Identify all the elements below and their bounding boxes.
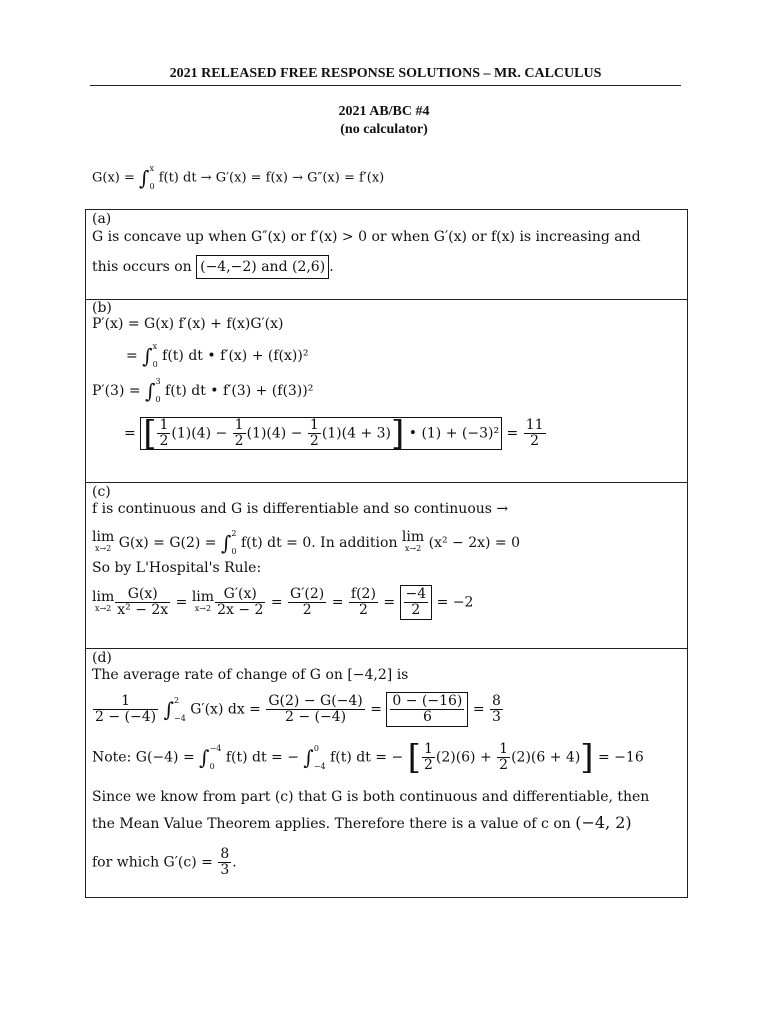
part-b-line3: P′(3) = ∫ 3 0 f(t) dt • f′(3) + (f(3))² <box>92 377 314 404</box>
part-b-boxed-expr: [ $\frac{1}{2}$ (1)(4) − $\frac{1}{2}$ (1)(4) − $\frac{1}{2}$ (1)(4 + 3)] • (1) + (−3)² <box>140 417 502 450</box>
part-d-mvt-line1: Since we know from part (c) that G is both continuous and differentiable, then <box>92 789 650 805</box>
part-a-line2: this occurs on (−4,−2) and (2,6) . <box>92 255 334 279</box>
part-c-box <box>85 482 688 649</box>
part-d-label: (d) <box>92 650 112 666</box>
part-c-line2: lim x→2 G(x) = G(2) = ∫ 2 0 f(t) dt = 0. In addition lim x→2 (x² − 2x) = 0 <box>92 529 521 556</box>
part-d-last-line: for which G′(c) = $\frac{8}{3}$ . <box>92 846 237 878</box>
part-d-mvt-line2: the Mean Value Theorem applies. Therefore there is a value of c on (−4, 2) <box>92 813 632 832</box>
part-a-label: (a) <box>92 211 112 227</box>
part-c-label: (c) <box>92 484 111 500</box>
part-d-box <box>85 648 688 898</box>
problem-title: 2021 AB/BC #4 <box>338 104 430 119</box>
part-b-line4: = [ $\frac{1}{2}$ (1)(4) − $\frac{1}{2}$ (1)(4) − $\frac{1}{2}$ (1)(4 + 3)] • (1) + (−3)² = $\frac{11}{2}$ <box>124 413 544 454</box>
part-d-avg-eq: $\frac{1}{2 - (-4)}$ ∫ 2 −4 G′(x) dx = $\frac{G(2) - G(-4)}{2 - (-4)}$ = $\frac{0 - (-16)}{6}$ = $\frac{8}{3}$ <box>95 693 501 725</box>
part-b-line2: = ∫ x 0 f(t) dt • f′(x) + (f(x))² <box>126 342 309 369</box>
problem-subtitle: (no calculator) <box>340 122 428 137</box>
part-a-line1: G is concave up when G″(x) or f′(x) > 0 or when G′(x) or f(x) is increasing and <box>92 229 641 245</box>
part-b-label: (b) <box>92 300 112 316</box>
part-b-box <box>85 298 688 483</box>
part-d-note: Note: G(−4) = ∫ −4 0 f(t) dt = − ∫ 0 −4 f(t) dt = − [ $\frac{1}{2}$ (2)(6) + $\frac{1}{2}$ (2)(6 + 4)] = −16 <box>92 737 644 778</box>
intro-equation: G(x) = ∫ x 0 f(t) dt → G′(x) = f(x) → G″(x) = f′(x) <box>92 164 385 191</box>
part-a-answer: (−4,−2) and (2,6) <box>196 255 329 279</box>
part-c-line3: So by L'Hospital's Rule: <box>92 560 262 576</box>
page-header: 2021 RELEASED FREE RESPONSE SOLUTIONS – MR. CALCULUS <box>90 64 681 86</box>
part-c-line4: lim x→2 $\frac{G(x)}{\text{x² − 2x}}$ = lim x→2 $\frac{G'(x)}{2x - 2}$ = $\frac{G'(2)}{2}$ = $\frac{f(2)}{2}$ = $\frac{-4}{2}$ = −2 <box>92 586 474 618</box>
part-a-box <box>85 209 688 300</box>
part-b-line1: P′(x) = G(x) f′(x) + f(x)G′(x) <box>92 316 284 332</box>
part-c-line1: f is continuous and G is differentiable and so continuous → <box>92 501 509 517</box>
part-d-boxed-frac: $\frac{0 - (-16)}{6}$ <box>386 692 468 727</box>
part-c-boxed-frac: $\frac{-4}{2}$ <box>400 585 433 620</box>
part-d-line1: The average rate of change of G on [−4,2] is <box>92 667 409 683</box>
